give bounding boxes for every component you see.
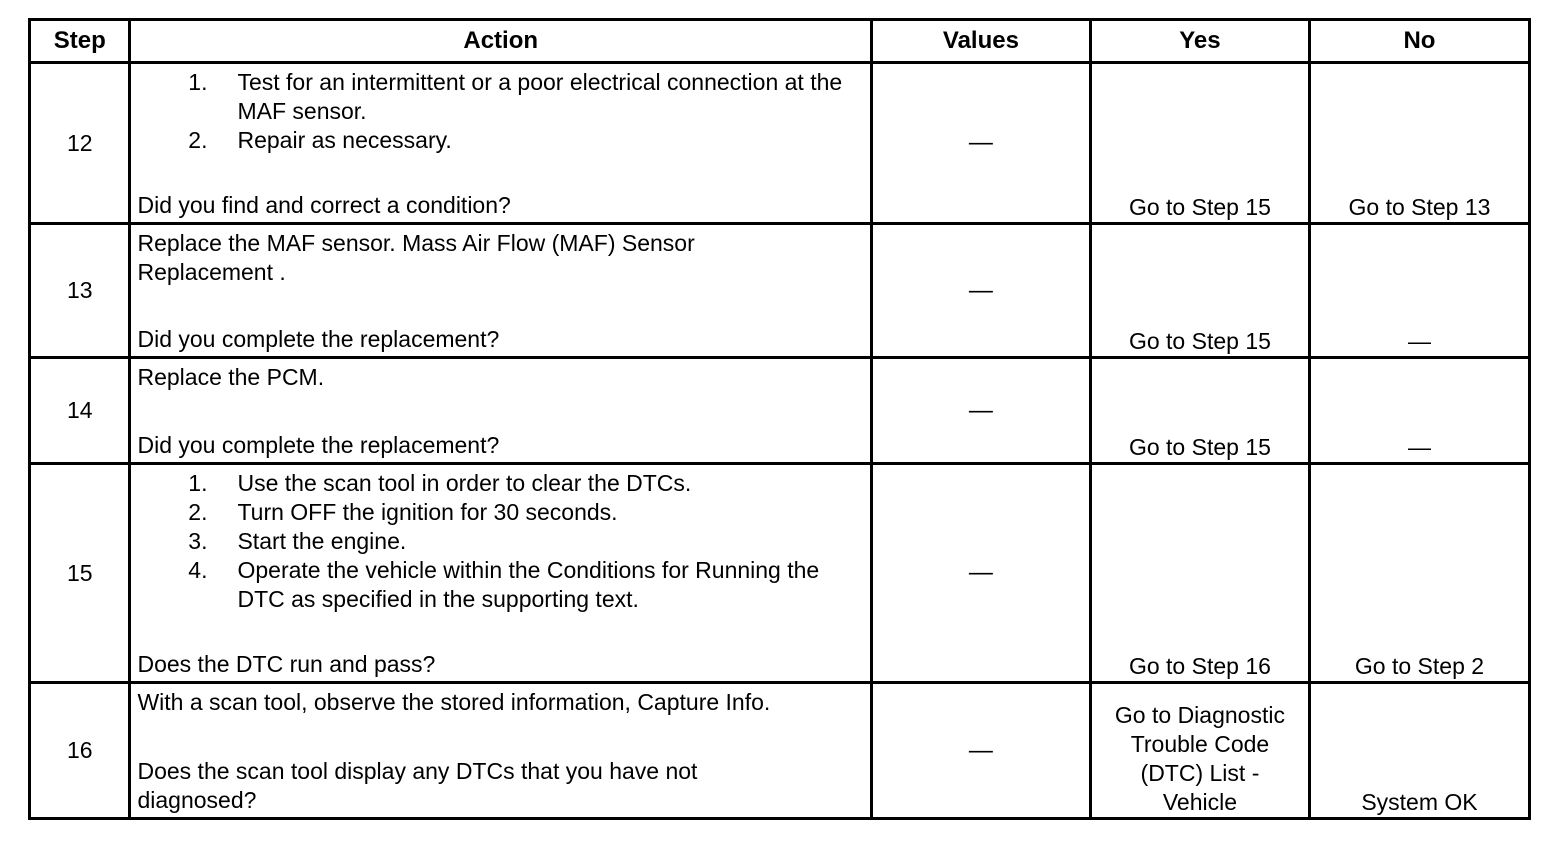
diagnostic-table [28, 18, 1531, 820]
no-cell: System OK [1309, 683, 1529, 819]
values-cell: — [871, 464, 1090, 683]
action-text: Replace the PCM. [137, 364, 325, 390]
action-question: Does the scan tool display any DTCs that you have not diagnosed? [137, 758, 698, 813]
action-cell [130, 358, 871, 464]
step-number: 16 [30, 683, 130, 819]
no-cell: — [1309, 224, 1529, 358]
header-no: No [1309, 20, 1529, 63]
step-number: 14 [30, 358, 130, 464]
header-values: Values [871, 20, 1090, 63]
values-cell: — [871, 224, 1090, 358]
yes-cell: Go to Step 15 [1090, 358, 1309, 464]
action-steps [137, 469, 863, 614]
table-row [30, 63, 1530, 224]
action-question: Did you complete the replacement? [137, 326, 500, 352]
values-cell: — [871, 63, 1090, 224]
yes-cell: Go to Step 16 [1090, 464, 1309, 683]
list-item: 4. Operate the vehicle within the Conditions for Running the DTC as specified in the supporting text. [188, 557, 820, 612]
action-cell [130, 683, 871, 819]
table-row [30, 464, 1530, 683]
list-item: 1. Test for an intermittent or a poor electrical connection at the MAF sensor. [188, 69, 843, 124]
table-row [30, 224, 1530, 358]
list-item: 2. Repair as necessary. [188, 127, 452, 153]
no-cell: Go to Step 13 [1309, 63, 1529, 224]
action-cell [130, 224, 871, 358]
values-cell: — [871, 683, 1090, 819]
yes-cell: Go to Step 15 [1090, 224, 1309, 358]
action-text: With a scan tool, observe the stored information, Capture Info. [137, 689, 771, 715]
action-cell [130, 63, 871, 224]
list-item: 2. Turn OFF the ignition for 30 seconds. [188, 499, 618, 525]
list-item: 3. Start the engine. [188, 528, 407, 554]
action-text: Replace the MAF sensor. Mass Air Flow (MAF) Sensor Replacement . [137, 230, 695, 285]
no-cell: Go to Step 2 [1309, 464, 1529, 683]
action-question: Does the DTC run and pass? [137, 651, 436, 677]
values-cell: — [871, 358, 1090, 464]
yes-cell: Go to Step 15 [1090, 63, 1309, 224]
action-question: Did you find and correct a condition? [137, 192, 511, 218]
step-number: 15 [30, 464, 130, 683]
action-steps [137, 68, 863, 155]
yes-cell: Go to Diagnostic Trouble Code (DTC) List - Vehicle [1090, 683, 1309, 819]
table-row [30, 358, 1530, 464]
header-yes: Yes [1090, 20, 1309, 63]
header-step: Step [30, 20, 130, 63]
step-number: 13 [30, 224, 130, 358]
step-number: 12 [30, 63, 130, 224]
action-cell [130, 464, 871, 683]
header-action: Action [130, 20, 871, 63]
header-row [30, 20, 1530, 63]
table-row [30, 683, 1530, 819]
no-cell: — [1309, 358, 1529, 464]
action-question: Did you complete the replacement? [137, 432, 500, 458]
list-item: 1. Use the scan tool in order to clear the DTCs. [188, 470, 692, 496]
